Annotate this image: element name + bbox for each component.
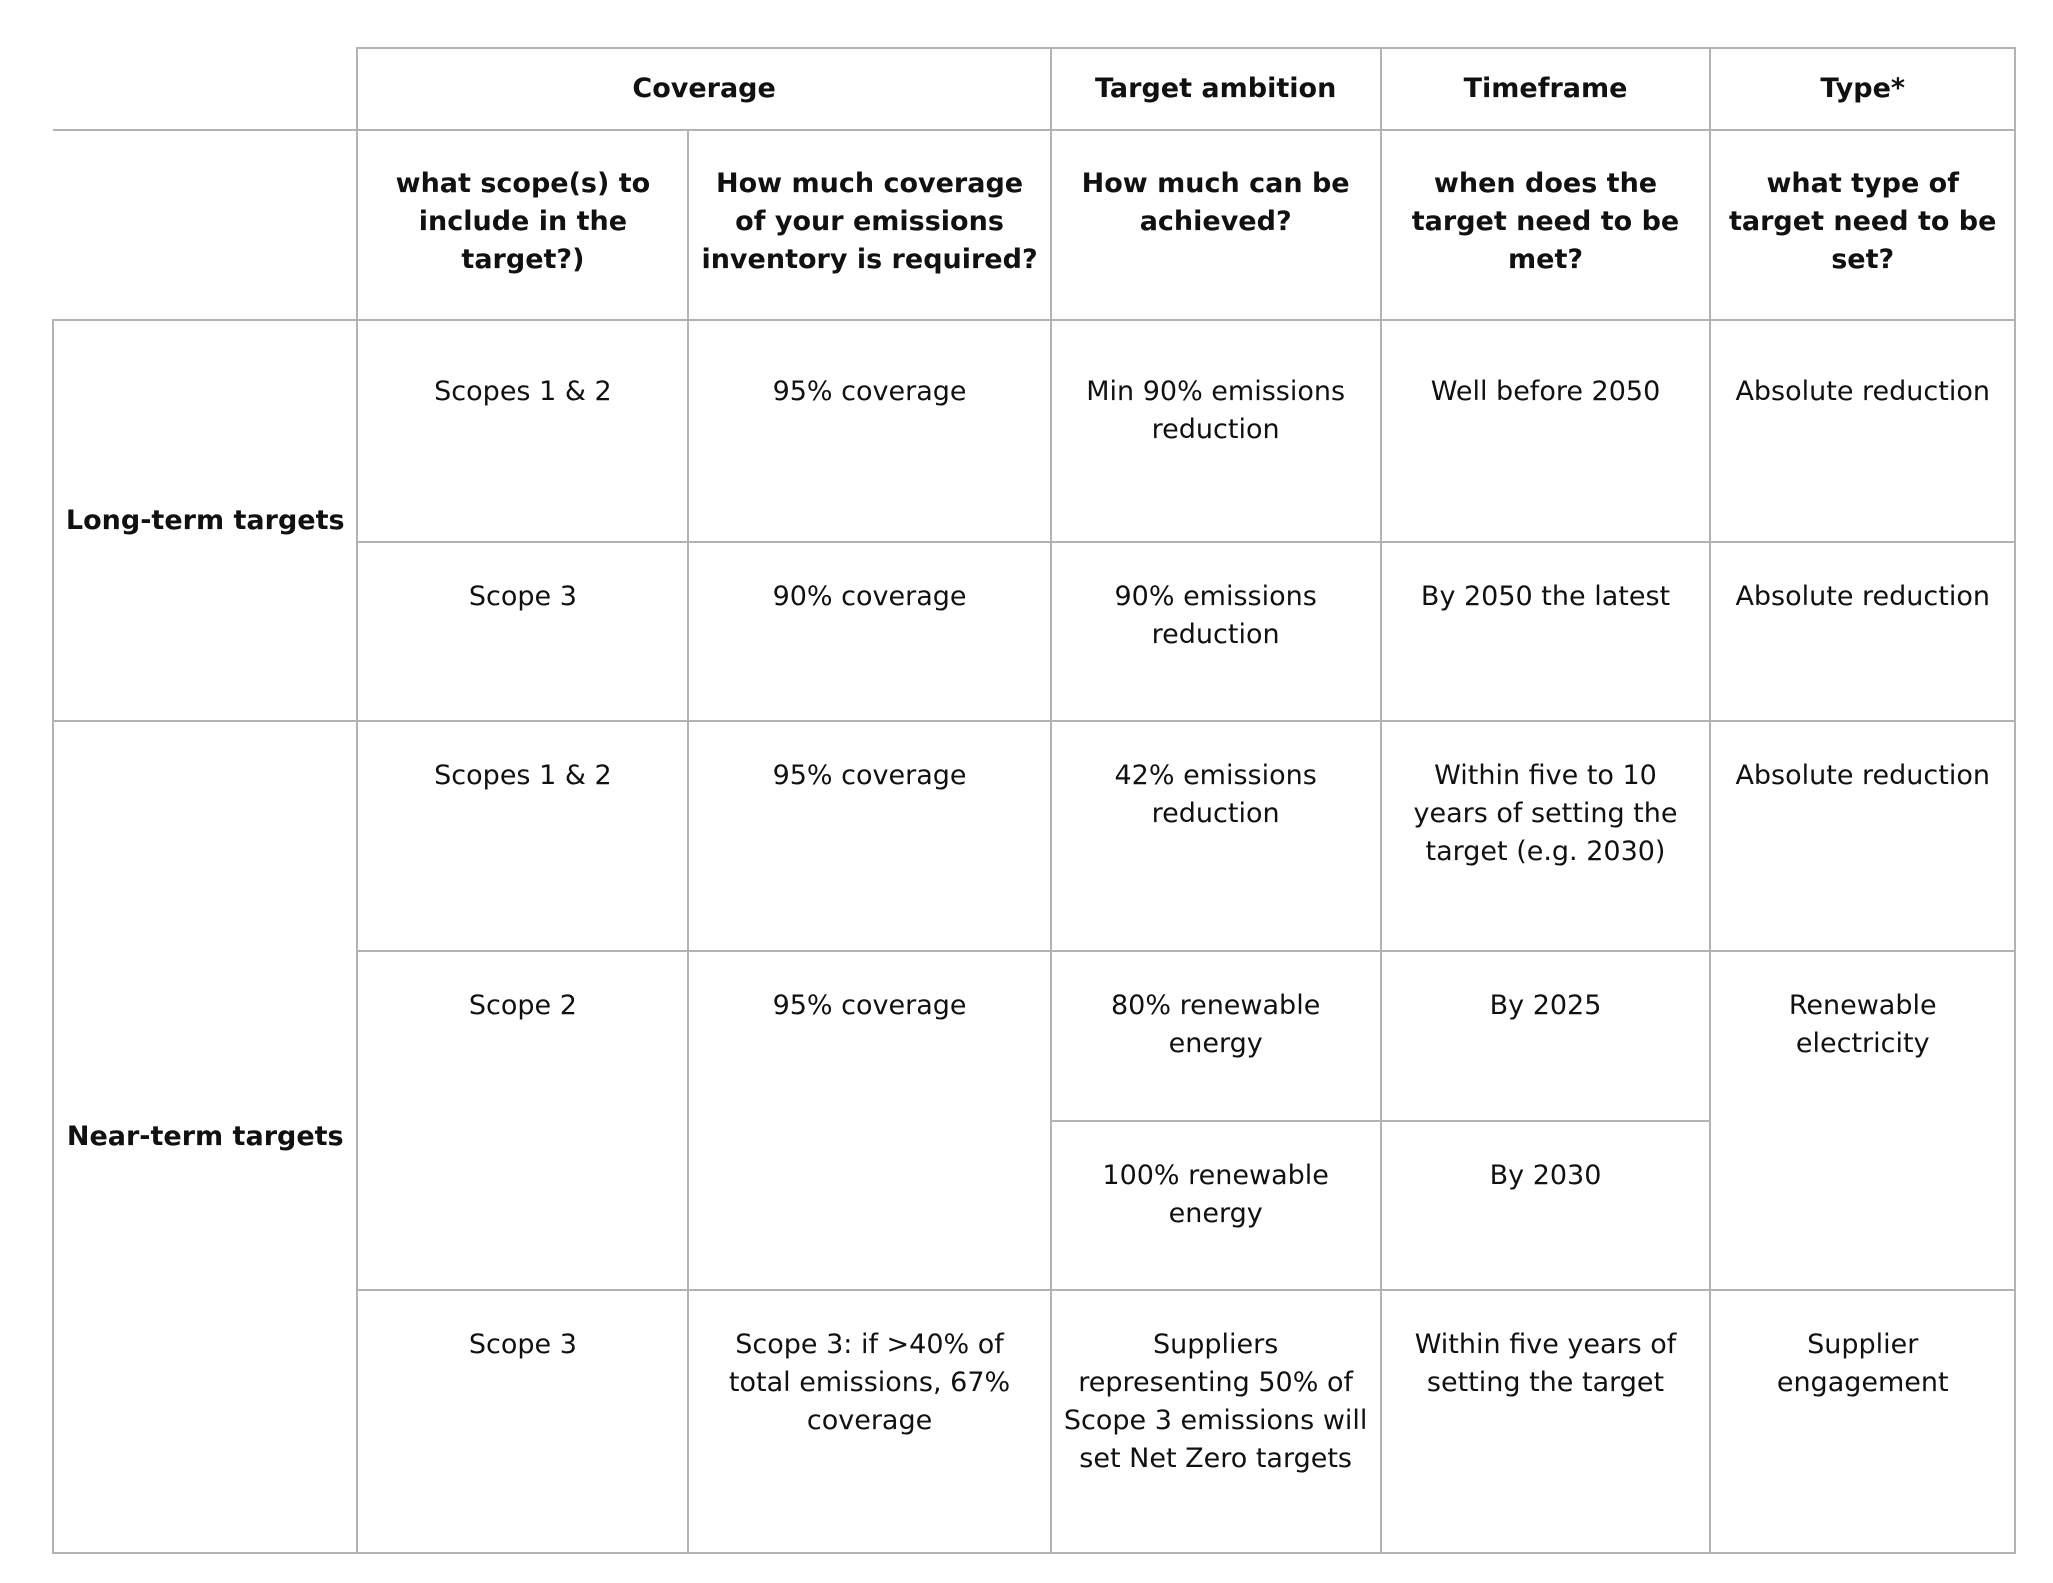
cell-scope: Scopes 1 & 2 xyxy=(357,320,688,542)
subheader-achieved: How much can be achieved? xyxy=(1051,130,1381,320)
cell-coverage: 95% coverage xyxy=(688,320,1050,542)
cell-ambition: 90% emissions reduction xyxy=(1051,542,1381,721)
header-timeframe: Timeframe xyxy=(1381,48,1711,130)
cell-type: Absolute reduction xyxy=(1710,320,2015,542)
cell-coverage: 95% coverage xyxy=(688,721,1050,951)
cell-scope: Scopes 1 & 2 xyxy=(357,721,688,951)
table-row xyxy=(53,721,2015,951)
cell-ambition: Suppliers representing 50% of Scope 3 emissions will set Net Zero targets xyxy=(1051,1290,1381,1553)
subheader-when: when does the target need to be met? xyxy=(1381,130,1711,320)
cell-type: Renewable electricity xyxy=(1710,951,2015,1290)
cell-timeframe: Within five years of setting the target xyxy=(1381,1290,1711,1553)
cell-type: Absolute reduction xyxy=(1710,542,2015,721)
cell-coverage: Scope 3: if >40% of total emissions, 67% coverage xyxy=(688,1290,1050,1553)
header-target-ambition: Target ambition xyxy=(1051,48,1381,130)
cell-timeframe: Within five to 10 years of setting the target (e.g. 2030) xyxy=(1381,721,1711,951)
table-row xyxy=(53,320,2015,542)
cell-timeframe: Well before 2050 xyxy=(1381,320,1711,542)
cell-ambition: 80% renewable energy xyxy=(1051,951,1381,1121)
header-coverage: Coverage xyxy=(357,48,1050,130)
cell-type: Supplier engagement xyxy=(1710,1290,2015,1553)
cell-timeframe: By 2050 the latest xyxy=(1381,542,1711,721)
cell-type: Absolute reduction xyxy=(1710,721,2015,951)
cell-scope: Scope 3 xyxy=(357,542,688,721)
targets-table xyxy=(52,47,2016,1554)
header-row xyxy=(53,48,2015,130)
group-label-near-term: Near-term targets xyxy=(53,721,357,1553)
cell-coverage: 90% coverage xyxy=(688,542,1050,721)
corner-cell-lower xyxy=(53,130,357,320)
group-label-long-term: Long-term targets xyxy=(53,320,357,721)
cell-timeframe: By 2030 xyxy=(1381,1121,1711,1290)
subheader-scopes: what scope(s) to include in the target?) xyxy=(357,130,688,320)
cell-coverage: 95% coverage xyxy=(688,951,1050,1290)
header-type: Type* xyxy=(1710,48,2015,130)
cell-timeframe: By 2025 xyxy=(1381,951,1711,1121)
cell-ambition: Min 90% emissions reduction xyxy=(1051,320,1381,542)
cell-scope: Scope 3 xyxy=(357,1290,688,1553)
subheader-target-type: what type of target need to be set? xyxy=(1710,130,2015,320)
cell-ambition: 42% emissions reduction xyxy=(1051,721,1381,951)
subheader-row xyxy=(53,130,2015,320)
cell-scope: Scope 2 xyxy=(357,951,688,1290)
subheader-coverage-required: How much coverage of your emissions inventory is required? xyxy=(688,130,1050,320)
cell-ambition: 100% renewable energy xyxy=(1051,1121,1381,1290)
corner-cell xyxy=(53,48,357,130)
